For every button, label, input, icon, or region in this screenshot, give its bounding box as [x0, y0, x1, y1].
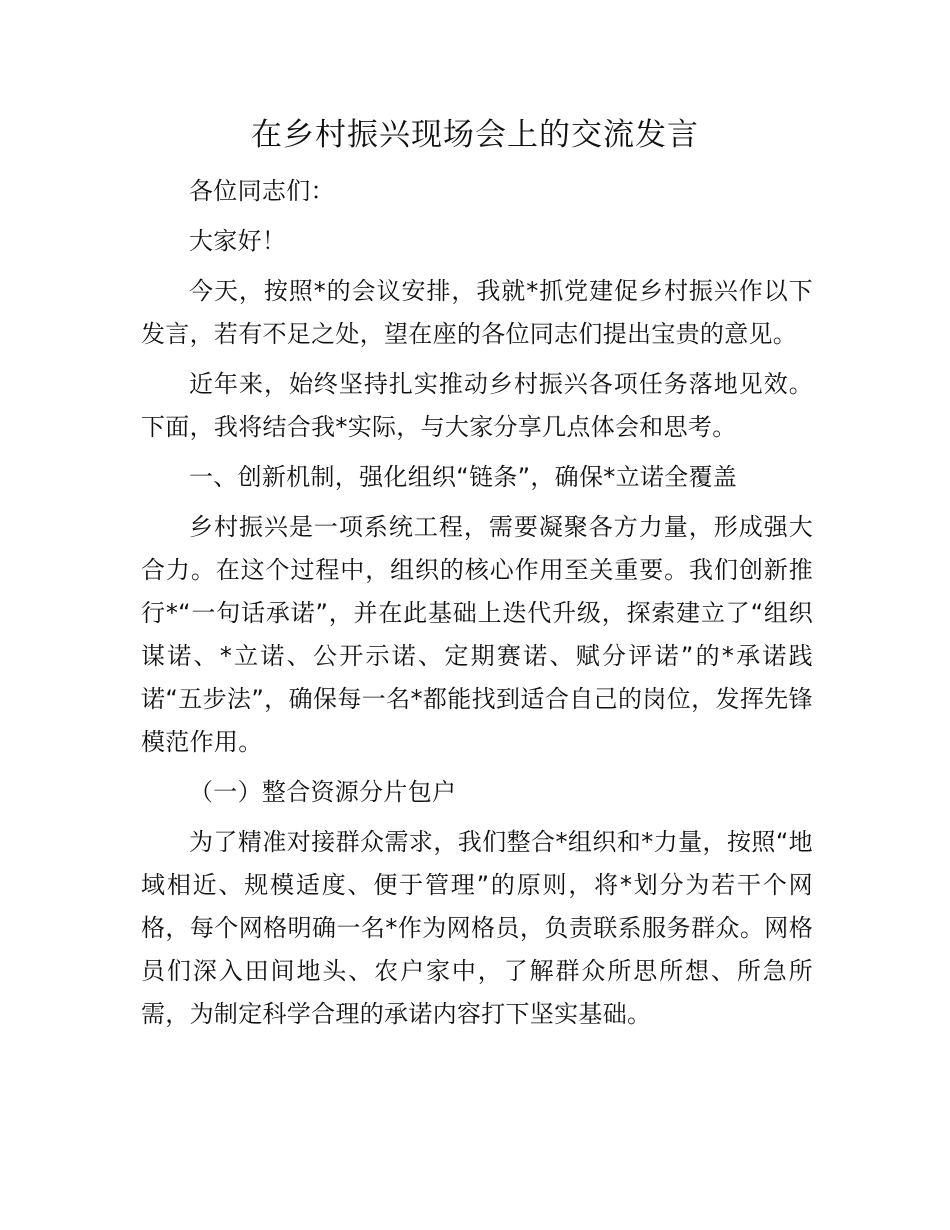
paragraph-subsection-1: 为了精准对接群众需求，我们整合*组织和*力量，按照“地域相近、规模适度、便于管理”的原则，将*划分为若干个网格，每个网格明确一名*作为网格员，负责联系服务群众。网格员们深入田间地头、农户家中，了解群众所思所想、所急所需，为制定科学合理的承诺内容打下坚实基础。: [141, 828, 813, 1028]
salutation: 各位同志们：: [189, 177, 335, 205]
greeting: 大家好！: [189, 227, 287, 255]
paragraph-overview: 近年来，始终坚持扎实推动乡村振兴各项任务落地见效。下面，我将结合我*实际，与大家分享几点体会和思考。: [141, 370, 813, 441]
paragraph-section-1: 乡村振兴是一项系统工程，需要凝聚各方力量，形成强大合力。在这个过程中，组织的核心作用至关重要。我们创新推行*“一句话承诺”，并在此基础上迭代升级，探索建立了“组织谋诺、*立诺、公开示诺、定期赛诺、赋分评诺”的*承诺践诺“五步法”，确保每一名*都能找到适合自己的岗位，发挥先锋模范作用。: [141, 513, 813, 756]
document-title: 在乡村振兴现场会上的交流发言: [251, 117, 699, 153]
document-body: [141, 170, 813, 1043]
subsection-heading-1: （一）整合资源分片包户: [189, 778, 457, 806]
section-heading-1: 一、创新机制，强化组织“链条”，确保*立诺全覆盖: [189, 463, 738, 491]
paragraph-intro: 今天，按照*的会议安排，我就*抓党建促乡村振兴作以下发言，若有不足之处，望在座的各位同志们提出宝贵的意见。: [141, 277, 813, 348]
